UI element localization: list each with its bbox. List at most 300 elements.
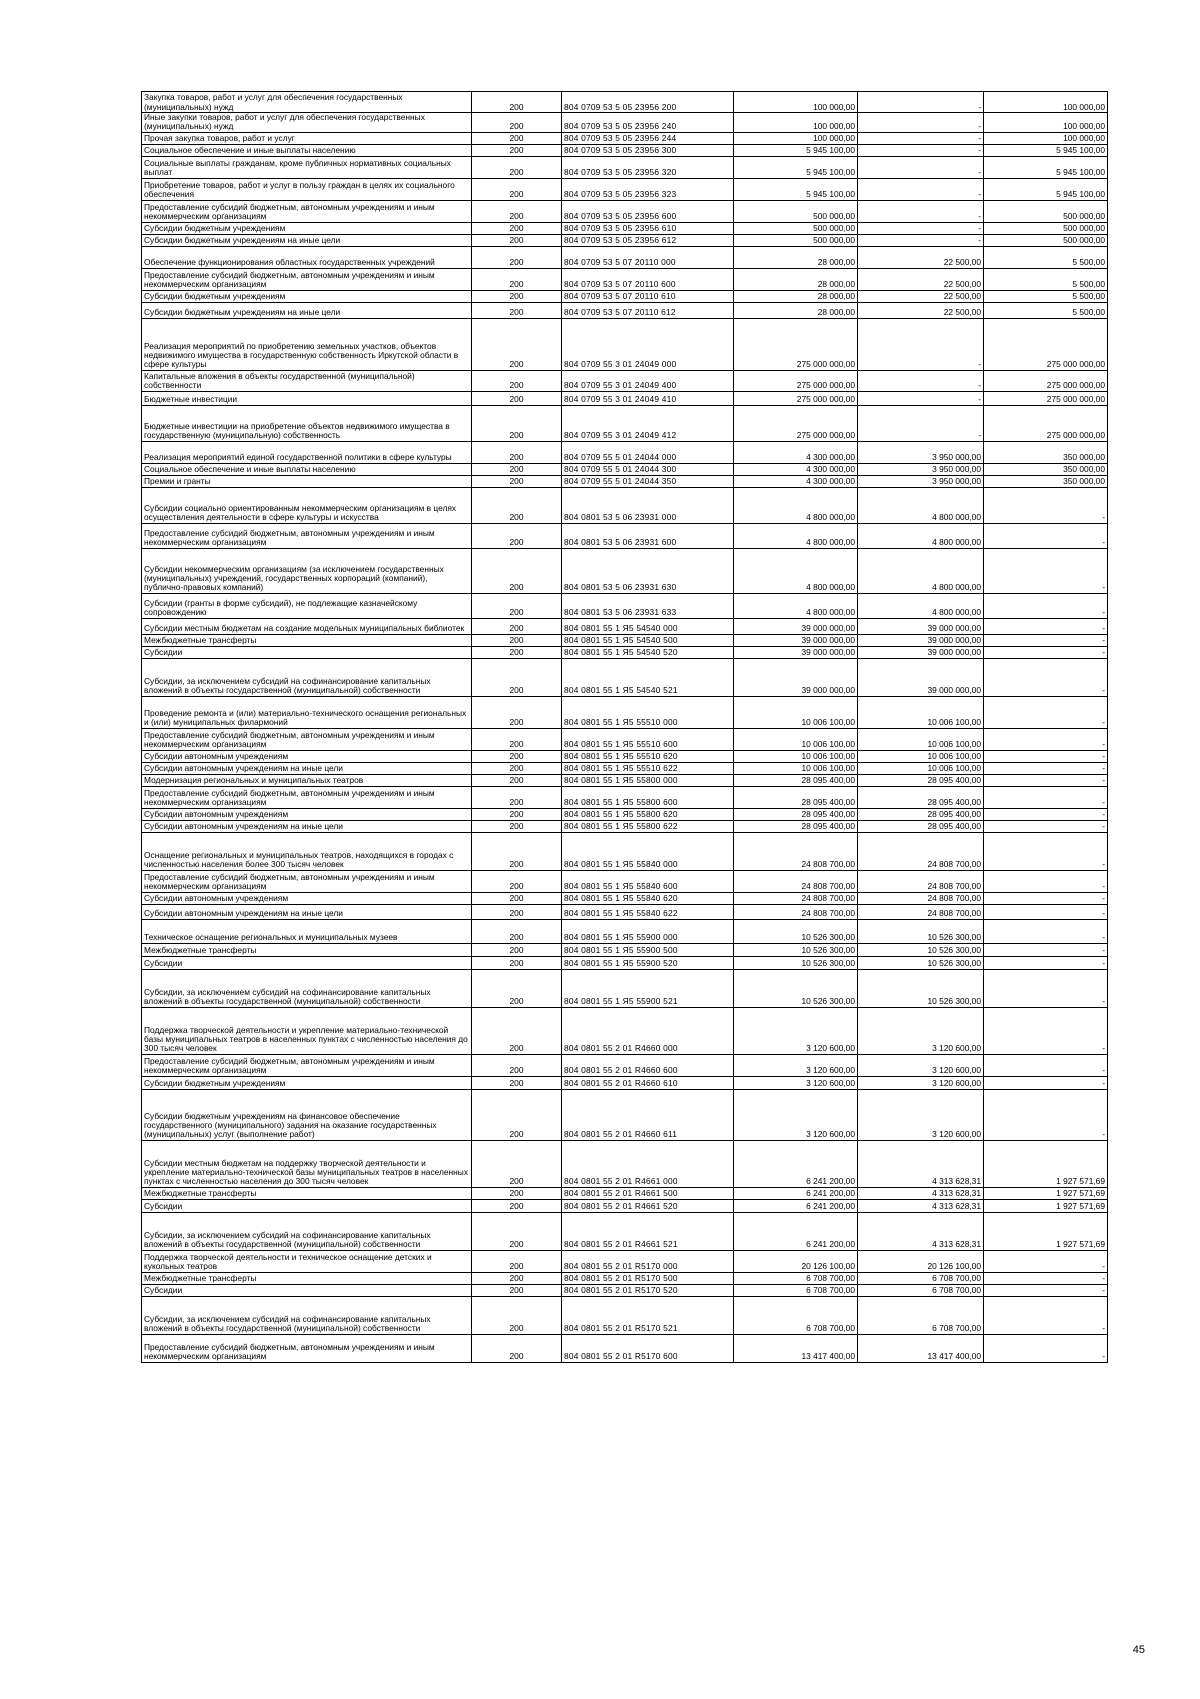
table-row: [142, 870, 1108, 892]
row-name: Субсидии бюджетным учреждениям на иные цели: [142, 302, 472, 318]
row-name: Социальные выплаты гражданам, кроме публичных нормативных социальных выплат: [142, 156, 472, 178]
row-kbk: 804 0801 55 1 Я5 55510 622: [562, 762, 734, 774]
table-row: [142, 144, 1108, 156]
row-kbk: 804 0709 53 5 05 23956 240: [562, 113, 734, 133]
table-row: [142, 441, 1108, 463]
row-kbk: 804 0801 55 2 01 R4661 521: [562, 1212, 734, 1250]
table-row: [142, 1187, 1108, 1199]
row-code: 200: [472, 750, 562, 762]
table-row: [142, 1076, 1108, 1089]
row-name: Оснащение региональных и муниципальных театров, находящихся в городах с численностью населения более 300 тысяч человек: [142, 832, 472, 870]
row-name: Предоставление субсидий бюджетным, автономным учреждениям и иным некоммерческим организациям: [142, 1334, 472, 1362]
row-plan-amount: 4 800 000,00: [734, 548, 858, 593]
row-executed-amount: 4 313 628,31: [858, 1212, 984, 1250]
row-plan-amount: 24 808 700,00: [734, 870, 858, 892]
row-name: Субсидии бюджетным учреждениям: [142, 290, 472, 302]
row-remaining-amount: 5 945 100,00: [984, 156, 1108, 178]
table-row: [142, 1054, 1108, 1076]
row-plan-amount: 5 945 100,00: [734, 144, 858, 156]
row-executed-amount: 24 808 700,00: [858, 904, 984, 919]
row-name: Субсидии, за исключением субсидий на софинансирование капитальных вложений в объекты государственной (муниципальной) собственности: [142, 658, 472, 696]
row-plan-amount: 500 000,00: [734, 234, 858, 246]
row-remaining-amount: 1 927 571,69: [984, 1140, 1108, 1187]
row-executed-amount: 39 000 000,00: [858, 634, 984, 646]
table-row: [142, 234, 1108, 246]
row-name: Субсидии бюджетным учреждениям: [142, 222, 472, 234]
row-remaining-amount: -: [984, 774, 1108, 786]
row-code: 200: [472, 728, 562, 750]
row-kbk: 804 0709 55 3 01 24049 400: [562, 370, 734, 391]
row-code: 200: [472, 302, 562, 318]
row-remaining-amount: -: [984, 892, 1108, 904]
row-remaining-amount: -: [984, 593, 1108, 618]
row-code: 200: [472, 290, 562, 302]
row-remaining-amount: -: [984, 750, 1108, 762]
table-row: [142, 178, 1108, 200]
row-remaining-amount: 500 000,00: [984, 234, 1108, 246]
row-code: 200: [472, 318, 562, 370]
table-row: [142, 1140, 1108, 1187]
row-code: 200: [472, 234, 562, 246]
row-code: 200: [472, 904, 562, 919]
row-plan-amount: 5 945 100,00: [734, 178, 858, 200]
row-code: 200: [472, 156, 562, 178]
row-name: Приобретение товаров, работ и услуг в пользу граждан в целях их социального обеспечения: [142, 178, 472, 200]
row-kbk: 804 0709 55 5 01 24044 300: [562, 463, 734, 475]
row-plan-amount: 28 000,00: [734, 302, 858, 318]
row-executed-amount: 39 000 000,00: [858, 646, 984, 658]
row-kbk: 804 0801 55 1 Я5 55800 622: [562, 820, 734, 832]
row-plan-amount: 3 120 600,00: [734, 1089, 858, 1140]
table-row: [142, 246, 1108, 268]
row-remaining-amount: -: [984, 969, 1108, 1007]
row-name: Поддержка творческой деятельности и техническое оснащение детских и кукольных театров: [142, 1250, 472, 1272]
row-executed-amount: -: [858, 234, 984, 246]
row-name: Закупка товаров, работ и услуг для обеспечения государственных (муниципальных) нужд: [142, 92, 472, 113]
row-remaining-amount: 5 500,00: [984, 290, 1108, 302]
row-plan-amount: 5 945 100,00: [734, 156, 858, 178]
row-executed-amount: 4 800 000,00: [858, 523, 984, 548]
row-kbk: 804 0801 55 1 Я5 55900 500: [562, 943, 734, 956]
row-remaining-amount: -: [984, 1296, 1108, 1334]
table-row: [142, 969, 1108, 1007]
row-executed-amount: 28 095 400,00: [858, 808, 984, 820]
row-name: Предоставление субсидий бюджетным, автономным учреждениям и иным некоммерческим организациям: [142, 728, 472, 750]
row-executed-amount: 4 313 628,31: [858, 1187, 984, 1199]
row-code: 200: [472, 1284, 562, 1296]
row-plan-amount: 28 095 400,00: [734, 786, 858, 808]
row-executed-amount: -: [858, 222, 984, 234]
row-plan-amount: 6 708 700,00: [734, 1284, 858, 1296]
row-remaining-amount: -: [984, 943, 1108, 956]
row-name: Поддержка творческой деятельности и укрепление материально-технической базы муниципальных театров в населенных пунктах с численностью населения до 300 тысяч человек: [142, 1007, 472, 1054]
page-number: 45: [1132, 1644, 1145, 1656]
row-code: 200: [472, 943, 562, 956]
row-plan-amount: 10 526 300,00: [734, 943, 858, 956]
row-name: Субсидии автономным учреждениям на иные цели: [142, 820, 472, 832]
table-row: [142, 1250, 1108, 1272]
table-row: [142, 405, 1108, 441]
row-kbk: 804 0801 55 2 01 R4661 520: [562, 1199, 734, 1212]
row-name: Субсидии: [142, 646, 472, 658]
row-executed-amount: 3 120 600,00: [858, 1089, 984, 1140]
row-kbk: 804 0801 55 1 Я5 55800 600: [562, 786, 734, 808]
row-plan-amount: 10 006 100,00: [734, 696, 858, 728]
row-code: 200: [472, 1089, 562, 1140]
row-name: Субсидии бюджетным учреждениям на финансовое обеспечение государственного (муниципального) задания на оказание государственных (муниципальных) услуг (выполнение работ): [142, 1089, 472, 1140]
row-kbk: 804 0801 55 1 Я5 55840 600: [562, 870, 734, 892]
row-remaining-amount: 1 927 571,69: [984, 1212, 1108, 1250]
row-executed-amount: 10 006 100,00: [858, 728, 984, 750]
row-kbk: 804 0801 55 2 01 R4660 600: [562, 1054, 734, 1076]
table-row: [142, 222, 1108, 234]
row-kbk: 804 0709 55 3 01 24049 000: [562, 318, 734, 370]
row-remaining-amount: 350 000,00: [984, 463, 1108, 475]
row-plan-amount: 39 000 000,00: [734, 634, 858, 646]
row-name: Субсидии (гранты в форме субсидий), не подлежащие казначейскому сопровождению: [142, 593, 472, 618]
row-remaining-amount: 500 000,00: [984, 200, 1108, 222]
row-kbk: 804 0801 55 2 01 R4661 500: [562, 1187, 734, 1199]
row-code: 200: [472, 548, 562, 593]
row-executed-amount: -: [858, 113, 984, 133]
row-plan-amount: 100 000,00: [734, 132, 858, 144]
row-name: Субсидии бюджетным учреждениям: [142, 1076, 472, 1089]
row-executed-amount: 4 800 000,00: [858, 548, 984, 593]
row-name: Субсидии автономным учреждениям на иные цели: [142, 904, 472, 919]
row-executed-amount: 3 120 600,00: [858, 1007, 984, 1054]
row-executed-amount: -: [858, 132, 984, 144]
table-row: [142, 658, 1108, 696]
row-remaining-amount: -: [984, 808, 1108, 820]
row-remaining-amount: -: [984, 1250, 1108, 1272]
row-executed-amount: -: [858, 200, 984, 222]
row-name: Предоставление субсидий бюджетным, автономным учреждениям и иным некоммерческим организациям: [142, 786, 472, 808]
row-name: Социальное обеспечение и иные выплаты населению: [142, 463, 472, 475]
table-row: [142, 1284, 1108, 1296]
row-kbk: 804 0709 53 5 05 23956 244: [562, 132, 734, 144]
row-name: Субсидии автономным учреждениям на иные цели: [142, 762, 472, 774]
row-plan-amount: 28 000,00: [734, 290, 858, 302]
row-kbk: 804 0709 53 5 05 23956 200: [562, 92, 734, 113]
row-executed-amount: 22 500,00: [858, 290, 984, 302]
row-kbk: 804 0801 55 2 01 R5170 600: [562, 1334, 734, 1362]
row-remaining-amount: 5 500,00: [984, 268, 1108, 290]
table-row: [142, 302, 1108, 318]
row-plan-amount: 4 300 000,00: [734, 463, 858, 475]
row-code: 200: [472, 1007, 562, 1054]
row-remaining-amount: -: [984, 1007, 1108, 1054]
row-executed-amount: 3 120 600,00: [858, 1054, 984, 1076]
row-plan-amount: 24 808 700,00: [734, 904, 858, 919]
row-executed-amount: -: [858, 370, 984, 391]
row-kbk: 804 0709 53 5 05 23956 300: [562, 144, 734, 156]
row-kbk: 804 0801 55 1 Я5 55840 620: [562, 892, 734, 904]
row-name: Премии и гранты: [142, 475, 472, 487]
row-plan-amount: 10 526 300,00: [734, 956, 858, 969]
row-executed-amount: 4 313 628,31: [858, 1140, 984, 1187]
row-name: Межбюджетные трансферты: [142, 634, 472, 646]
row-kbk: 804 0801 55 1 Я5 54540 000: [562, 618, 734, 634]
table-row: [142, 892, 1108, 904]
row-name: Бюджетные инвестиции на приобретение объектов недвижимого имущества в государственную (муниципальную) собственность: [142, 405, 472, 441]
row-kbk: 804 0709 53 5 07 20110 000: [562, 246, 734, 268]
row-remaining-amount: 1 927 571,69: [984, 1187, 1108, 1199]
row-remaining-amount: -: [984, 523, 1108, 548]
row-plan-amount: 28 095 400,00: [734, 774, 858, 786]
row-kbk: 804 0709 53 5 07 20110 612: [562, 302, 734, 318]
row-remaining-amount: 100 000,00: [984, 92, 1108, 113]
table-row: [142, 618, 1108, 634]
table-row: [142, 290, 1108, 302]
table-row: [142, 808, 1108, 820]
row-executed-amount: 6 708 700,00: [858, 1296, 984, 1334]
row-code: 200: [472, 487, 562, 523]
row-code: 200: [472, 919, 562, 943]
row-name: Субсидии, за исключением субсидий на софинансирование капитальных вложений в объекты государственной (муниципальной) собственности: [142, 1296, 472, 1334]
table-row: [142, 318, 1108, 370]
row-code: 200: [472, 92, 562, 113]
row-code: 200: [472, 658, 562, 696]
row-executed-amount: 22 500,00: [858, 268, 984, 290]
row-remaining-amount: 275 000 000,00: [984, 318, 1108, 370]
row-remaining-amount: 5 500,00: [984, 302, 1108, 318]
table-row: [142, 548, 1108, 593]
table-row: [142, 1199, 1108, 1212]
row-executed-amount: -: [858, 178, 984, 200]
row-executed-amount: 24 808 700,00: [858, 892, 984, 904]
row-name: Реализация мероприятий единой государственной политики в сфере культуры: [142, 441, 472, 463]
row-plan-amount: 39 000 000,00: [734, 618, 858, 634]
row-name: Предоставление субсидий бюджетным, автономным учреждениям и иным некоммерческим организациям: [142, 200, 472, 222]
row-remaining-amount: 1 927 571,69: [984, 1199, 1108, 1212]
table-row: [142, 92, 1108, 113]
table-row: [142, 904, 1108, 919]
row-name: Капитальные вложения в объекты государственной (муниципальной) собственности: [142, 370, 472, 391]
row-remaining-amount: 275 000 000,00: [984, 405, 1108, 441]
row-kbk: 804 0709 53 5 05 23956 320: [562, 156, 734, 178]
row-executed-amount: 3 950 000,00: [858, 463, 984, 475]
row-code: 200: [472, 696, 562, 728]
row-code: 200: [472, 786, 562, 808]
table-row: [142, 774, 1108, 786]
row-plan-amount: 3 120 600,00: [734, 1054, 858, 1076]
row-kbk: 804 0709 53 5 05 23956 610: [562, 222, 734, 234]
row-remaining-amount: 100 000,00: [984, 132, 1108, 144]
row-kbk: 804 0801 53 5 06 23931 000: [562, 487, 734, 523]
row-remaining-amount: -: [984, 832, 1108, 870]
row-code: 200: [472, 969, 562, 1007]
table-row: [142, 1272, 1108, 1284]
row-executed-amount: -: [858, 391, 984, 405]
row-name: Модернизация региональных и муниципальных театров: [142, 774, 472, 786]
row-code: 200: [472, 132, 562, 144]
table-row: [142, 919, 1108, 943]
row-kbk: 804 0801 55 1 Я5 55510 600: [562, 728, 734, 750]
row-executed-amount: -: [858, 92, 984, 113]
row-plan-amount: 6 708 700,00: [734, 1272, 858, 1284]
row-kbk: 804 0709 53 5 05 23956 600: [562, 200, 734, 222]
row-executed-amount: 10 526 300,00: [858, 969, 984, 1007]
row-kbk: 804 0801 55 2 01 R5170 521: [562, 1296, 734, 1334]
row-remaining-amount: -: [984, 696, 1108, 728]
row-plan-amount: 6 241 200,00: [734, 1187, 858, 1199]
row-name: Межбюджетные трансферты: [142, 1187, 472, 1199]
table-row: [142, 728, 1108, 750]
row-name: Субсидии автономным учреждениям: [142, 808, 472, 820]
row-executed-amount: 13 417 400,00: [858, 1334, 984, 1362]
row-kbk: 804 0709 53 5 05 23956 612: [562, 234, 734, 246]
table-row: [142, 832, 1108, 870]
row-remaining-amount: 500 000,00: [984, 222, 1108, 234]
row-remaining-amount: -: [984, 487, 1108, 523]
row-remaining-amount: -: [984, 728, 1108, 750]
row-remaining-amount: -: [984, 904, 1108, 919]
row-name: Предоставление субсидий бюджетным, автономным учреждениям и иным некоммерческим организациям: [142, 870, 472, 892]
row-code: 200: [472, 1272, 562, 1284]
row-name: Предоставление субсидий бюджетным, автономным учреждениям и иным некоммерческим организациям: [142, 268, 472, 290]
table-row: [142, 156, 1108, 178]
row-kbk: 804 0801 55 2 01 R4660 611: [562, 1089, 734, 1140]
table-row: [142, 1296, 1108, 1334]
row-kbk: 804 0709 55 3 01 24049 412: [562, 405, 734, 441]
row-kbk: 804 0709 53 5 05 23956 323: [562, 178, 734, 200]
row-code: 200: [472, 870, 562, 892]
row-executed-amount: 10 006 100,00: [858, 762, 984, 774]
row-kbk: 804 0801 55 2 01 R4660 610: [562, 1076, 734, 1089]
row-kbk: 804 0801 55 1 Я5 55900 000: [562, 919, 734, 943]
row-remaining-amount: -: [984, 1284, 1108, 1296]
row-plan-amount: 10 006 100,00: [734, 728, 858, 750]
row-kbk: 804 0709 53 5 07 20110 600: [562, 268, 734, 290]
row-remaining-amount: 100 000,00: [984, 113, 1108, 133]
row-plan-amount: 275 000 000,00: [734, 405, 858, 441]
row-executed-amount: 4 313 628,31: [858, 1199, 984, 1212]
table-row: [142, 750, 1108, 762]
row-executed-amount: -: [858, 405, 984, 441]
row-name: Бюджетные инвестиции: [142, 391, 472, 405]
row-executed-amount: 4 800 000,00: [858, 487, 984, 523]
row-plan-amount: 28 000,00: [734, 268, 858, 290]
row-plan-amount: 24 808 700,00: [734, 892, 858, 904]
row-kbk: 804 0801 55 1 Я5 54540 500: [562, 634, 734, 646]
row-plan-amount: 10 006 100,00: [734, 762, 858, 774]
row-code: 200: [472, 808, 562, 820]
row-executed-amount: 10 526 300,00: [858, 943, 984, 956]
row-code: 200: [472, 441, 562, 463]
table-row: [142, 200, 1108, 222]
row-executed-amount: 39 000 000,00: [858, 618, 984, 634]
table-row: [142, 1089, 1108, 1140]
row-name: Предоставление субсидий бюджетным, автономным учреждениям и иным некоммерческим организациям: [142, 1054, 472, 1076]
row-code: 200: [472, 634, 562, 646]
row-name: Предоставление субсидий бюджетным, автономным учреждениям и иным некоммерческим организациям: [142, 523, 472, 548]
table-row: [142, 113, 1108, 133]
row-name: Субсидии автономным учреждениям: [142, 750, 472, 762]
row-code: 200: [472, 1334, 562, 1362]
row-code: 200: [472, 1212, 562, 1250]
row-code: 200: [472, 762, 562, 774]
row-remaining-amount: -: [984, 1054, 1108, 1076]
row-name: Межбюджетные трансферты: [142, 943, 472, 956]
row-plan-amount: 3 120 600,00: [734, 1007, 858, 1054]
row-kbk: 804 0709 55 5 01 24044 000: [562, 441, 734, 463]
row-code: 200: [472, 405, 562, 441]
row-code: 200: [472, 113, 562, 133]
row-plan-amount: 13 417 400,00: [734, 1334, 858, 1362]
row-kbk: 804 0709 53 5 07 20110 610: [562, 290, 734, 302]
row-kbk: 804 0801 53 5 06 23931 630: [562, 548, 734, 593]
row-plan-amount: 3 120 600,00: [734, 1076, 858, 1089]
row-executed-amount: 3 950 000,00: [858, 475, 984, 487]
row-plan-amount: 4 800 000,00: [734, 593, 858, 618]
row-executed-amount: 28 095 400,00: [858, 786, 984, 808]
row-plan-amount: 20 126 100,00: [734, 1250, 858, 1272]
row-remaining-amount: -: [984, 762, 1108, 774]
row-code: 200: [472, 268, 562, 290]
row-remaining-amount: -: [984, 1272, 1108, 1284]
row-kbk: 804 0801 55 2 01 R5170 500: [562, 1272, 734, 1284]
row-code: 200: [472, 391, 562, 405]
table-row: [142, 820, 1108, 832]
row-code: 200: [472, 1199, 562, 1212]
row-kbk: 804 0801 55 1 Я5 54540 520: [562, 646, 734, 658]
row-code: 200: [472, 1187, 562, 1199]
table-row: [142, 132, 1108, 144]
row-name: Обеспечение функционирования областных государственных учреждений: [142, 246, 472, 268]
row-kbk: 804 0801 55 1 Я5 55510 000: [562, 696, 734, 728]
row-executed-amount: 20 126 100,00: [858, 1250, 984, 1272]
row-executed-amount: 10 526 300,00: [858, 956, 984, 969]
row-name: Субсидии, за исключением субсидий на софинансирование капитальных вложений в объекты государственной (муниципальной) собственности: [142, 1212, 472, 1250]
row-code: 200: [472, 1250, 562, 1272]
row-executed-amount: 24 808 700,00: [858, 832, 984, 870]
table-row: [142, 370, 1108, 391]
table-row: [142, 1212, 1108, 1250]
table-row: [142, 646, 1108, 658]
row-code: 200: [472, 222, 562, 234]
row-plan-amount: 275 000 000,00: [734, 318, 858, 370]
row-remaining-amount: -: [984, 870, 1108, 892]
row-executed-amount: 28 095 400,00: [858, 820, 984, 832]
row-remaining-amount: -: [984, 646, 1108, 658]
table-row: [142, 943, 1108, 956]
row-code: 200: [472, 463, 562, 475]
row-name: Субсидии бюджетным учреждениям на иные цели: [142, 234, 472, 246]
row-remaining-amount: -: [984, 548, 1108, 593]
table-row: [142, 696, 1108, 728]
row-remaining-amount: 275 000 000,00: [984, 370, 1108, 391]
row-executed-amount: 3 120 600,00: [858, 1076, 984, 1089]
row-remaining-amount: -: [984, 1334, 1108, 1362]
row-name: Межбюджетные трансферты: [142, 1272, 472, 1284]
row-code: 200: [472, 956, 562, 969]
row-plan-amount: 6 241 200,00: [734, 1212, 858, 1250]
row-plan-amount: 39 000 000,00: [734, 646, 858, 658]
row-name: Субсидии местным бюджетам на создание модельных муниципальных библиотек: [142, 618, 472, 634]
row-plan-amount: 275 000 000,00: [734, 391, 858, 405]
row-kbk: 804 0801 55 2 01 R4661 000: [562, 1140, 734, 1187]
row-executed-amount: 6 708 700,00: [858, 1272, 984, 1284]
row-code: 200: [472, 1296, 562, 1334]
row-kbk: 804 0801 55 1 Я5 54540 521: [562, 658, 734, 696]
row-code: 200: [472, 1140, 562, 1187]
table-row: [142, 268, 1108, 290]
row-code: 200: [472, 370, 562, 391]
row-name: Субсидии некоммерческим организациям (за исключением государственных (муниципальных) учреждений, государственных корпораций (компаний), публично-правовых компаний): [142, 548, 472, 593]
table-row: [142, 463, 1108, 475]
row-remaining-amount: 350 000,00: [984, 441, 1108, 463]
row-kbk: 804 0801 55 2 01 R5170 000: [562, 1250, 734, 1272]
